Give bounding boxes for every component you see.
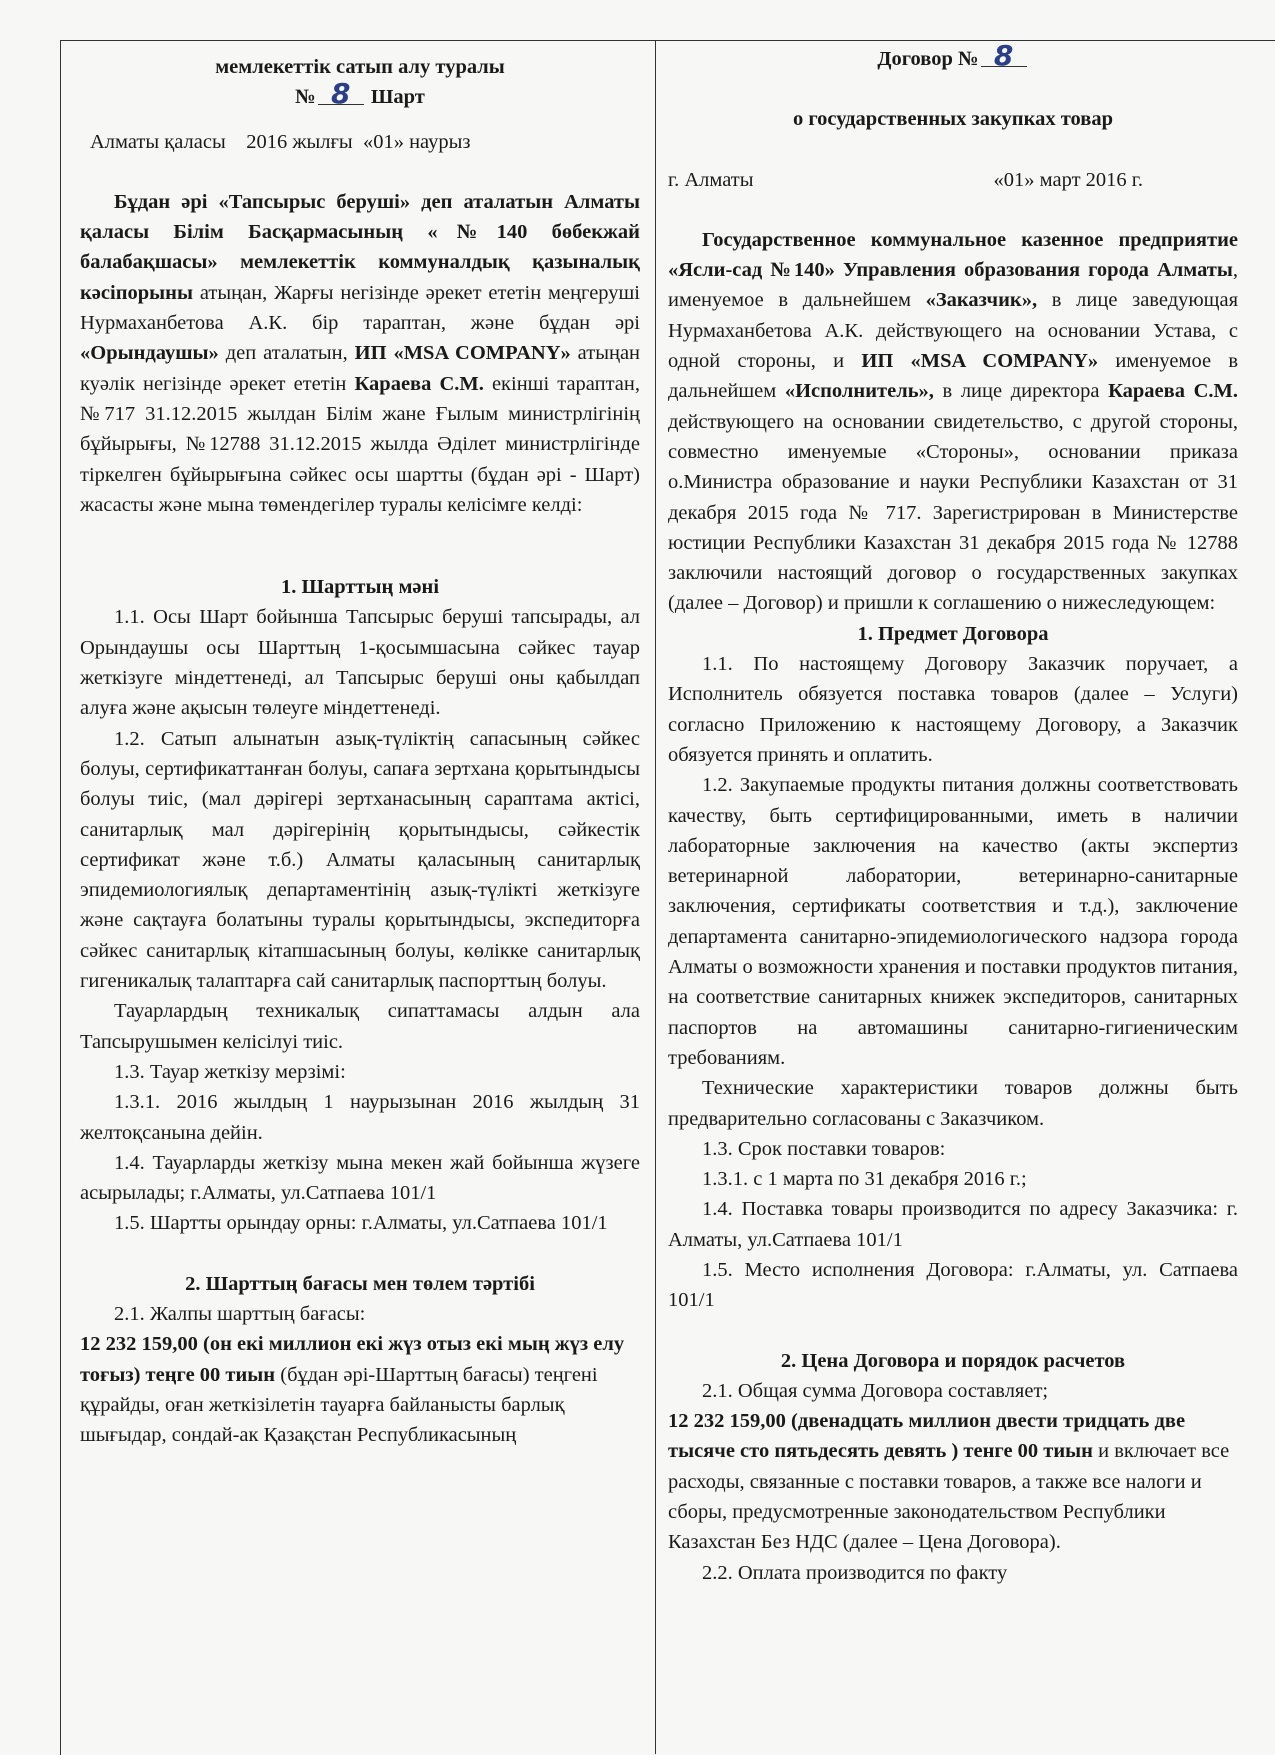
ru-clause-1-5: 1.5. Место исполнения Договора: г.Алматы, ул. Сатпаева 101/1 — [668, 1258, 1238, 1312]
ru-clause-1-4: 1.4. Поставка товары производится по адресу Заказчика: г. Алматы, ул.Сатпаева 101/1 — [668, 1198, 1238, 1251]
ru-intro: Государственное коммунальное казенное предприятие «Ясли-сад №140» Управления образования города Алматы, именуемое в дальнейшем «Заказчик», в лице заведующая Нурмаханбетова А.К. действующего на основании Устава, с одной стороны, и ИП «MSA COMPANY» именуемое в дальнейшем «Исполнитель», в лице директора Караева С.М. действующего на основании свидетельство, с другой стороны, совместно именуемые «Стороны», основании приказа о.Министра образование и науки Республики Казахстан от 31 декабря 2015 года № 717. Зарегистрирован в Министерстве юстиции Республики Казахстан 31 декабря 2015 года № 12788 заключили настоящий договор о государственных закупках (далее – Договор) и пришли к соглашению о нижеследующем: — [668, 228, 1239, 615]
ru-clause-2-2: 2.2. Оплата производится по факту — [702, 1561, 1008, 1584]
kz-number-suffix: Шарт — [370, 86, 425, 109]
ru-price-amount: 12 232 159,00 (двенадцать миллион двести тридцать две тысяче сто пятьдесять девять ) тенге 00 тиын и включает все расходы, связанные с поставки товаров, а также все налоги и сборы, предусмотренные законодательством Республики Казахстан Без НДС (далее – Цена Договора). — [668, 1410, 1230, 1554]
ru-handwritten-number: 8 — [981, 46, 1027, 67]
kz-price-amount: 12 232 159,00 (он екі миллион екі жүз отыз екі мың жүз елу тоғыз) теңге 00 тиын (бұдан әрі-Шарттың бағасы) теңгені құрайды, оған жеткізілетін тауарға байланысты барлық шығыдар, сондай-ак Қазақстан Республикасының — [80, 1333, 625, 1447]
ru-clause-1-2: 1.2. Закупаемые продукты питания должны соответствовать качеству, быть сертифицированными, иметь в наличии лабораторные заключения на качество (акты экспертиз ветеринарной лаборатории, ветеринарно-санитарные заключения, сертификаты соответствия и т.д.), заключение департамента санитарно-эпидемиологического надзора города Алматы о возможности хранения и поставки продуктов питания, на соответствие санитарных книжек экспедиторов, санитарных паспортов на автомашины санитарно-гигиеническим требованиям. — [668, 774, 1238, 1069]
kz-clause-1-2: 1.2. Сатып алынатын азық-түліктің сапасының сәйкес болуы, сертификаттанған болуы, сапаға зертхана қорытындысы болуы тиіс, (мал дәрігері зертханасының сараптама актісі, санитарлық мал дәрігерінің қорытындысы, сәйкестік сертификат және т.б.) Алматы қаласының санитарлық эпидемиологиялық департаментінің азық-түлікті жеткізуге және сақтауға болатыны туралы қорытындысы, экспедиторға сәйкес санитарлық кітапшасының болуы, көлікке санитарлық гигеникалық талаптарға сай санитарлық паспорттың болуы. — [80, 727, 640, 993]
ru-date: «01» март 2016 г. — [993, 168, 1143, 191]
ru-clause-2-1: 2.1. Общая сумма Договора составляет; — [702, 1379, 1049, 1402]
kz-handwritten-number: 8 — [318, 84, 364, 105]
kz-section1-heading: 1. Шарттың мәні — [280, 576, 440, 599]
kz-number-prefix: № — [295, 86, 316, 109]
kz-clause-1-3-1: 1.3.1. 2016 жылдың 1 наурызынан 2016 жылдың 31 желтоқсанына дейін. — [80, 1091, 640, 1144]
ru-clause-1-3-1: 1.3.1. с 1 марта по 31 декабря 2016 г.; — [702, 1168, 1027, 1191]
kz-intro: Бұдан әрі «Тапсырыс беруші» деп аталатын Алматы қаласы Білім Басқармасының «№140 бөбекжай балабақшасы» мемлекеттік коммуналдық қазыналық кәсіпорыны атыңан, Жарғы негізінде әрекет ететін меңгеруші Нурмаханбетова А.К. бір тараптан, және бұдан әрі «Орындаушы» деп аталатын, ИП «MSA COMPANY» атыңан куәлік негізінде әрекет ететін Караева С.М. екінші тараптан, №717 31.12.2015 жылдан Білім жане Ғылым министрлігінің бұйырығы, №12788 31.12.2015 жылда Әділет министрлігінде тіркелген бұйырығына сәйкес осы шартты (бұдан әрі - Шарт) жасасты және мына төмендегілер туралы келісімге келді: — [80, 190, 641, 516]
ru-title: Договор № 8 — [668, 44, 1238, 74]
column-divider — [655, 40, 656, 1754]
kz-contract-number — [80, 77, 640, 112]
ru-clause-1-1: 1.1. По настоящему Договору Заказчик поручает, а Исполнитель обязуется поставка товаров (далее – Услуги) согласно Приложению к настоящему Договору, а Заказчик обязуется принять и оплатить. — [668, 653, 1238, 766]
kz-city-date: Алматы қаласы 2016 жылғы «01» наурыз — [90, 130, 471, 153]
ru-section2-heading: 2. Цена Договора и порядок расчетов — [780, 1349, 1126, 1372]
kz-clause-1-5: 1.5. Шартты орындау орны: г.Алматы, ул.Сатпаева 101/1 — [114, 1212, 608, 1235]
kz-section2-heading: 2. Шарттың бағасы мен төлем тәртібі — [185, 1272, 535, 1295]
ru-section1-heading: 1. Предмет Договора — [857, 622, 1049, 645]
kazakh-column — [80, 52, 640, 1450]
kz-tech-spec: Тауарлардың техникалық сипаттамасы алдын ала Тапсырушымен келісілуі тиіс. — [80, 1000, 640, 1053]
kz-title: мемлекеттік сатып алу туралы — [215, 56, 505, 78]
ru-clause-1-3: 1.3. Срок поставки товаров: — [702, 1137, 946, 1160]
ru-city-date — [668, 165, 1238, 195]
kz-clause-1-1: 1.1. Осы Шарт бойынша Тапсырыс беруші тапсырады, ал Орындаушы осы Шарттың 1-қосымшасына сәйкес тауар жеткізуге міндеттенеді, ал Тапсырыс беруші оны қабылдап алуға және ақысын төлеуге міндеттенеді. — [80, 606, 640, 720]
russian-column — [668, 39, 1239, 1588]
kz-clause-1-4: 1.4. Тауарларды жеткізу мына мекен жай бойынша жүзеге асырылады; г.Алматы, ул.Сатпаева 101/1 — [80, 1151, 640, 1205]
ru-tech-spec: Технические характеристики товаров должны быть предварительно согласованы с Заказчиком. — [668, 1077, 1238, 1130]
ru-subtitle: о государственных закупках товар — [792, 108, 1114, 131]
kz-clause-2-1: 2.1. Жалпы шарттың бағасы: — [114, 1302, 366, 1325]
ru-city: г. Алматы — [668, 168, 754, 191]
kz-clause-1-3: 1.3. Тауар жеткізу мерзімі: — [114, 1060, 346, 1083]
